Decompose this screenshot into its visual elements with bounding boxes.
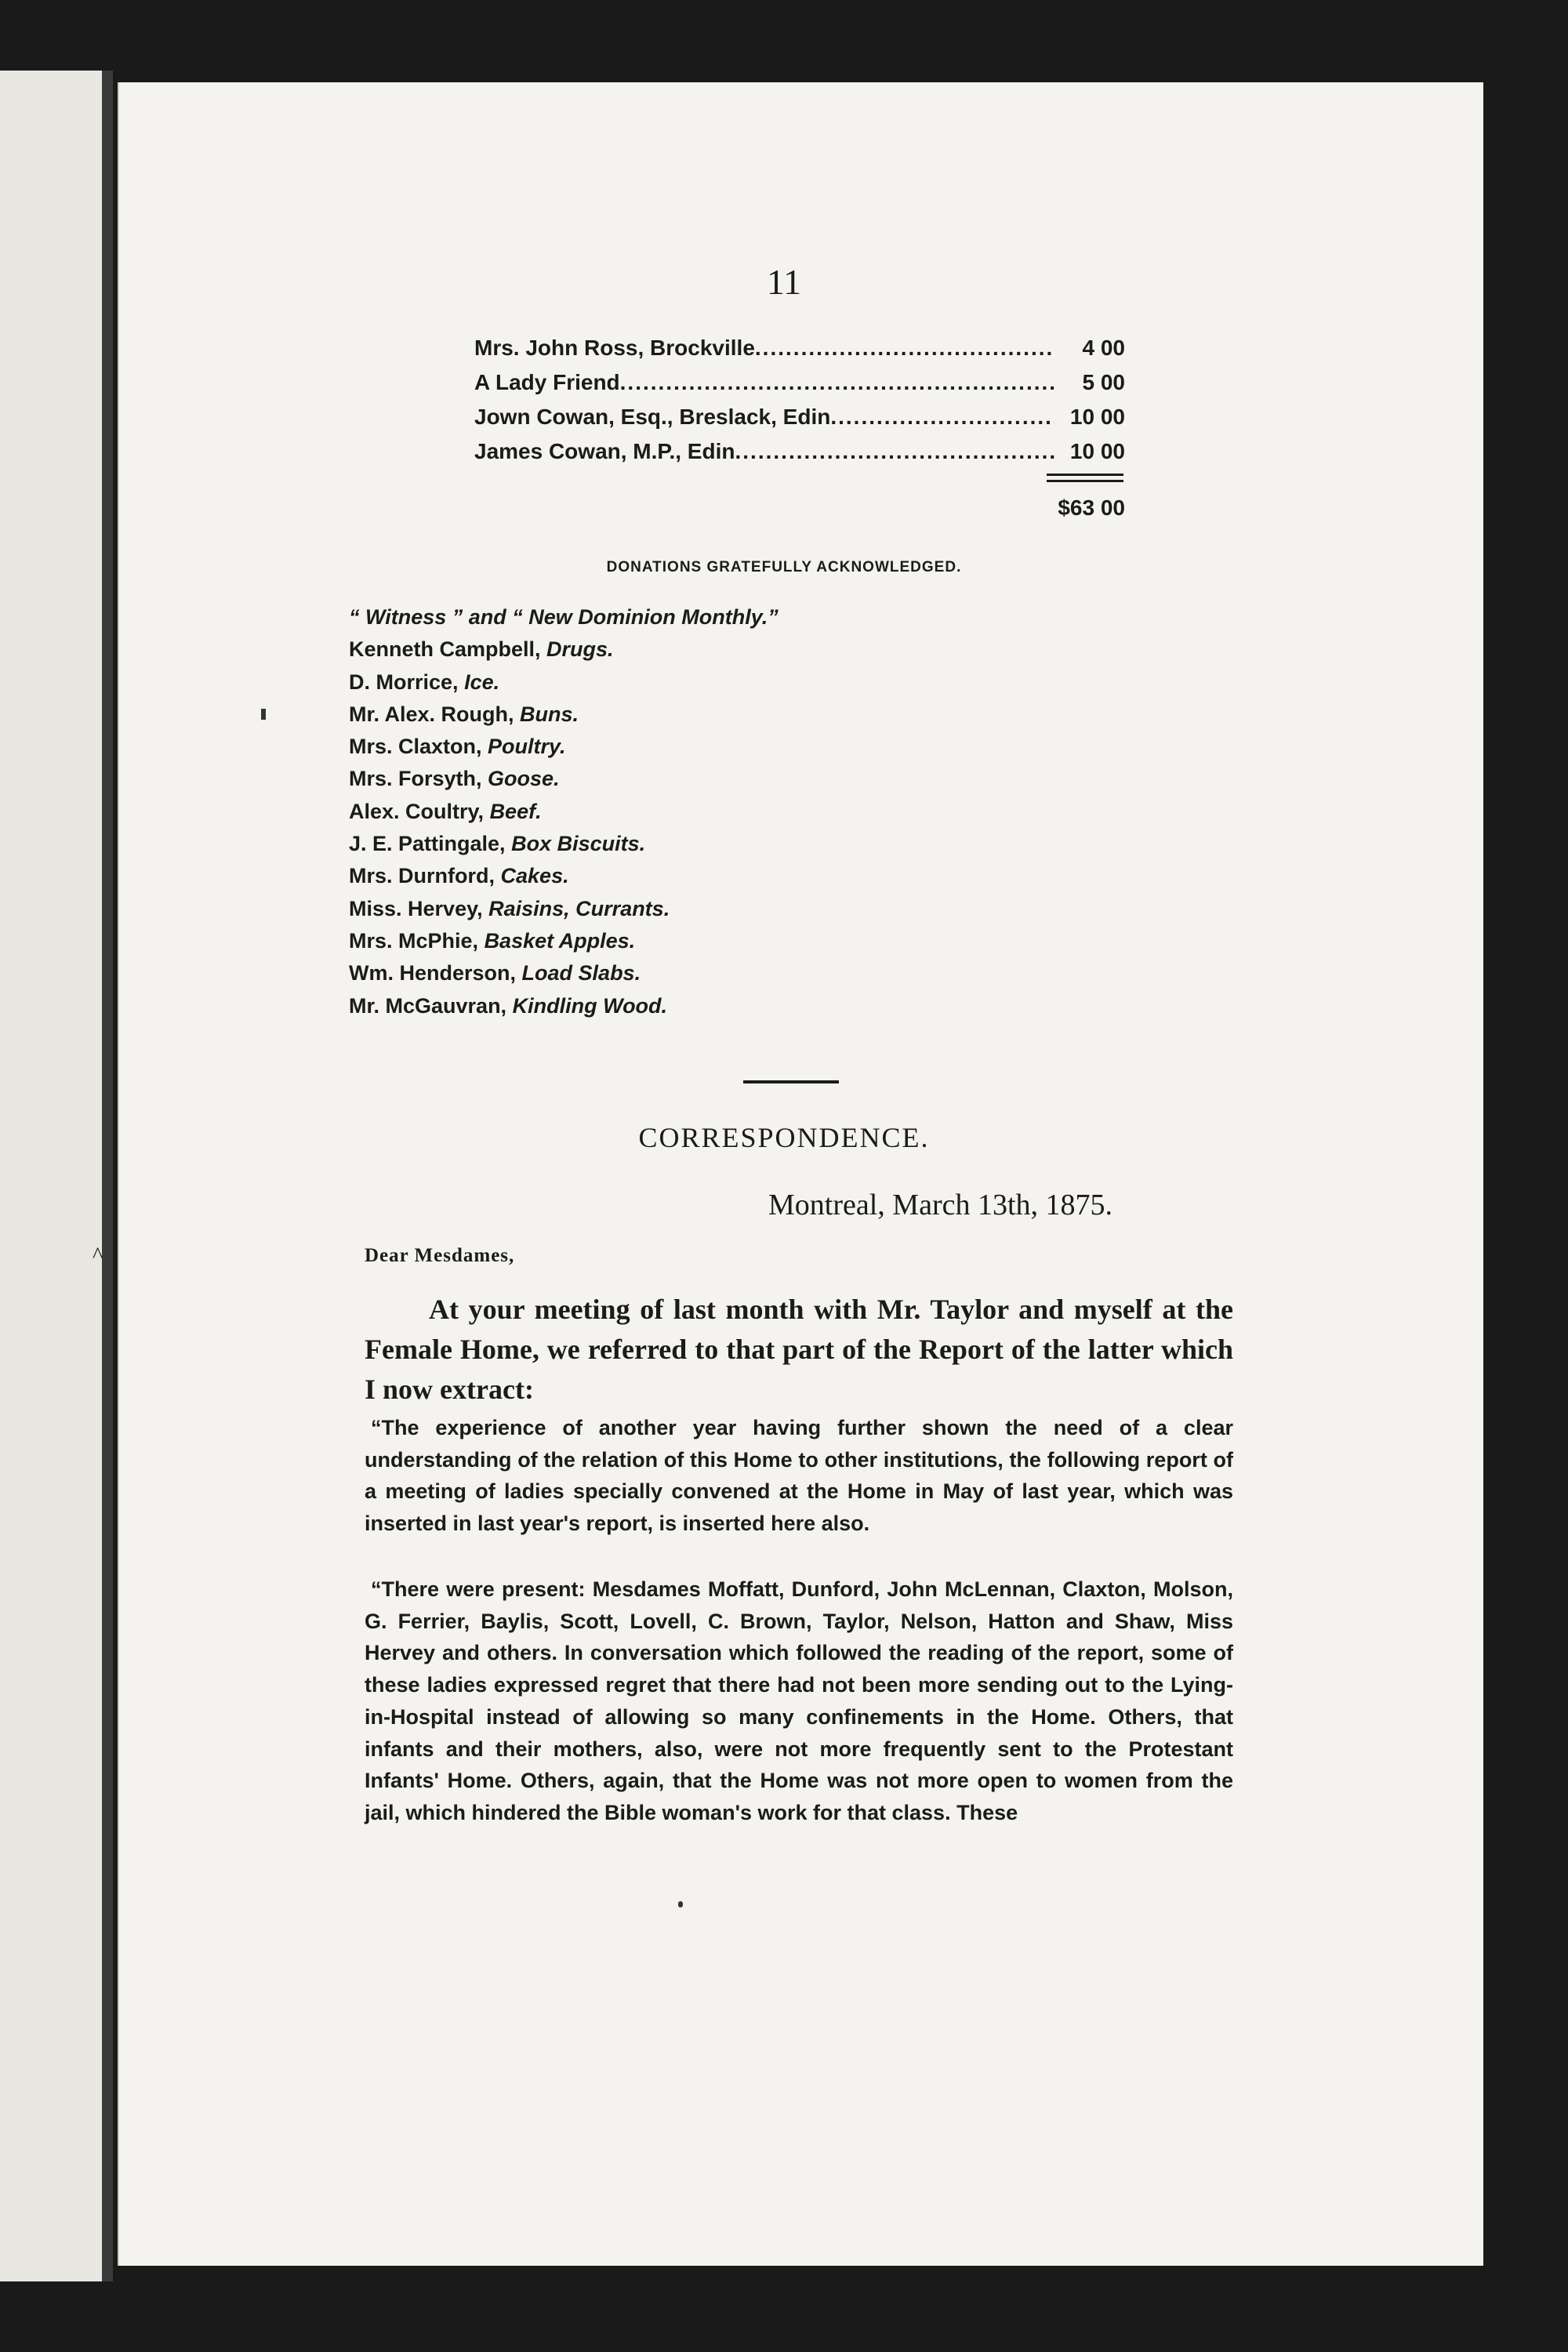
margin-mark: ✗ [1526,1160,1546,1185]
donation-item: Goose. [488,767,560,791]
donation-donor: Mrs. Claxton, [349,735,482,759]
donation-item: Box Biscuits. [511,832,646,856]
letter-salutation: Dear Mesdames, [365,1245,515,1266]
donation-item: Raisins, Currants. [488,896,670,920]
donation-item: Poultry. [488,735,566,759]
donation-entry [349,864,1133,896]
donation-entry [349,800,1133,832]
dot-leader [735,439,1054,464]
donation-donor: Mr. McGauvran, [349,993,507,1018]
ledger-donor: James Cowan, M.P., Edin [474,439,735,463]
donation-donor: Mrs. Forsyth, [349,767,482,791]
correspondence-title: CORRESPONDENCE. [638,1122,930,1153]
donation-item: Basket Apples. [484,928,636,953]
donation-entry [349,929,1133,961]
donation-donor: Mr. Alex. Rough, [349,702,514,726]
ledger-amount: 4 00 [1082,336,1125,360]
dot-leader [830,405,1054,430]
donation-donor: Mrs. McPhie, [349,928,479,953]
ledger-donor: Jown Cowan, Esq., Breslack, Edin [474,405,831,429]
donation-entry [349,767,1133,799]
donation-item: Buns. [520,702,579,726]
donation-item: Beef. [489,799,542,823]
book-left-edge [0,71,102,2281]
donation-item: Kindling Wood. [512,993,668,1018]
letter-dateline: Montreal, March 13th, 1875. [768,1189,1113,1221]
dot-leader [620,370,1054,395]
donation-donor: Mrs. Durnford, [349,864,495,888]
ledger-row [474,370,1125,405]
book-spine [102,71,113,2281]
donation-entry [349,832,1133,864]
donation-entry [349,605,1133,637]
donation-donor: Kenneth Campbell, [349,637,541,662]
donation-donor: D. Morrice, [349,670,459,694]
ledger-row [474,405,1125,439]
quoted-paragraph: “The experience of another year having further shown the need of a clear understanding of the relation of this Home to other institutions, the following report of a meeting of ladies specially convened at the Home in May of last year, which was inserted in last year's report, is inserted here also. [365,1416,1233,1536]
page-number: 11 [766,262,802,302]
margin-mark: ^ [93,1243,103,1268]
donation-entry [349,637,1133,670]
ledger-total: $63 00 [1058,495,1125,520]
donation-item: Load Slabs. [521,961,641,985]
ledger-amount: 5 00 [1082,370,1125,394]
donations-list [349,605,1133,1026]
donation-entry [349,897,1133,929]
letter-opening-paragraph: At your meeting of last month with Mr. Taylor and myself at the Female Home, we referred to that part of the Report of the latter which I now extract: [365,1294,1233,1405]
donation-donor: Wm. Henderson, [349,961,517,985]
donation-item: Drugs. [546,637,614,662]
ledger-donor: Mrs. John Ross, Brockville [474,336,755,360]
ledger-donor: A Lady Friend [474,370,620,394]
donation-donor: Alex. Coultry, [349,799,485,823]
donation-entry [349,961,1133,993]
donation-entry [349,994,1133,1026]
quoted-paragraph: “There were present: Mesdames Moffatt, Dunford, John McLennan, Claxton, Molson, G. Ferrier, Baylis, Scott, Lovell, C. Brown, Taylor, Nelson, Hatton and Shaw, Miss Hervey and others. In conversation which followed the reading of the report, some of these ladies expressed regret that there had not been more sending out to the Lying-in-Hospital instead of allowing so many confinements in the Home. Others, that infants and their mothers, also, were not more frequently sent to the Protestant Infants' Home. Others, again, that the Home was not more open to women from the jail, which hindered the Bible woman's work for that class. These [365,1577,1233,1824]
donation-item: Ice. [464,670,500,694]
donation-item: Cakes. [500,864,569,888]
total-rule [1047,480,1123,482]
donation-entry [349,670,1133,702]
donations-heading: DONATIONS GRATEFULLY ACKNOWLEDGED. [606,559,962,575]
donation-entry [349,702,1133,735]
ledger-row [474,439,1125,474]
ledger-amount: 10 00 [1069,439,1125,463]
donation-donor: “ Witness ” and “ New Dominion Monthly.” [349,605,779,629]
donation-entry [349,735,1133,767]
dot-leader [755,336,1054,361]
section-divider [743,1080,839,1083]
ledger-row [474,336,1125,370]
donation-donor: Miss. Hervey, [349,896,483,920]
total-rule [1047,474,1123,476]
ledger-amount: 10 00 [1069,405,1125,429]
subscription-ledger [474,336,1125,474]
donation-donor: J. E. Pattingale, [349,832,506,856]
ink-speck [261,709,266,720]
ink-speck [678,1901,683,1907]
